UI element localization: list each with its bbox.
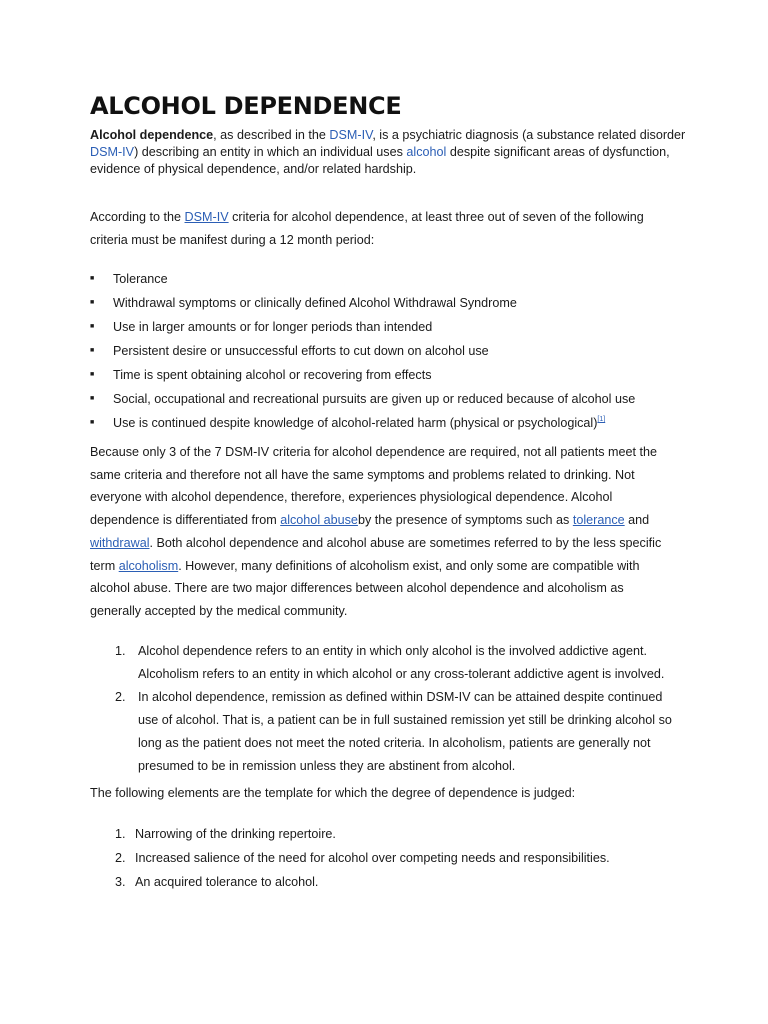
template-list <box>90 822 680 894</box>
bullet-icon: ■ <box>90 395 95 402</box>
list-item <box>90 686 680 778</box>
list-number: 2. <box>115 851 126 865</box>
para2-text-5: . However, many definitions of alcoholism exist, and only some are compatible with alcohol abuse. There are two major differences between alcohol dependence and alcoholism as generally accepted by the medical community. <box>90 558 640 618</box>
link-alcohol-abuse[interactable]: alcohol abuse <box>280 513 358 528</box>
list-item <box>90 387 710 411</box>
list-item <box>90 291 710 315</box>
bullet-icon: ■ <box>90 419 95 426</box>
intro-text-1: , as described in the <box>213 128 330 142</box>
list-item-text: Use in larger amounts or for longer periods than intended <box>113 320 433 334</box>
list-number: 1. <box>115 644 126 658</box>
reference-link-1[interactable]: [1] <box>597 416 606 423</box>
list-item-text: An acquired tolerance to alcohol. <box>135 875 319 889</box>
link-dsm-iv-criteria[interactable]: DSM-IV <box>184 210 229 224</box>
list-item-text: Time is spent obtaining alcohol or recovering from effects <box>113 368 432 382</box>
list-item <box>90 870 680 894</box>
template-intro: The following elements are the template for which the degree of dependence is judged: <box>90 786 576 800</box>
para2-text-4: . Both alcohol dependence and alcohol abuse are sometimes referred to by the less specific term <box>90 535 662 573</box>
list-item-text: Social, occupational and recreational pursuits are given up or reduced because of alcohol use <box>113 392 636 406</box>
intro-text-4: despite significant areas of dysfunction, evidence of physical dependence, and/or related hardship. <box>90 145 670 176</box>
bullet-icon: ■ <box>90 371 95 378</box>
lead-text-1: According to the <box>90 210 185 224</box>
list-item-text: Tolerance <box>113 272 168 286</box>
intro-text-3: ) describing an entity in which an individual uses <box>134 145 407 159</box>
link-alcohol[interactable]: alcohol <box>406 145 447 159</box>
list-item-text: In alcohol dependence, remission as defined within DSM-IV can be attained despite continued use of alcohol. That is, a patient can be in full sustained remission yet still be drinking alcohol so long as the patient does not meet the noted criteria. In alcoholism, patients are generally not presumed to be in remission unless they are abstinent from alcohol. <box>138 690 672 773</box>
link-tolerance[interactable]: tolerance <box>572 513 625 528</box>
differences-list <box>90 640 680 778</box>
para2-text-2: by the presence of symptoms such as <box>357 513 573 528</box>
list-item-text: Increased salience of the need for alcohol over competing needs and responsibilities. <box>135 851 610 865</box>
para2-text-1: Because only 3 of the 7 DSM-IV criteria for alcohol dependence are required, not all patients meet the same criteria and therefore not all have the same symptoms and problems related to drinking. Not everyone with alcohol dependence, therefore, experiences physiological dependence. Alcohol dependence is differentiated from <box>90 445 658 528</box>
list-number: 2. <box>115 690 126 704</box>
list-item <box>90 822 680 846</box>
list-item <box>90 339 710 363</box>
bullet-icon: ■ <box>90 347 95 354</box>
link-dsm-iv-2[interactable]: DSM-IV <box>90 145 135 159</box>
list-item <box>90 846 680 870</box>
lead-text-2: criteria for alcohol dependence, at least three out of seven of the following criteria must be manifest during a 12 month period: <box>90 210 644 247</box>
intro-text-2: , is a psychiatric diagnosis (a substance related disorder <box>372 128 686 142</box>
criteria-lead-paragraph <box>90 206 670 252</box>
list-number: 1. <box>115 827 126 841</box>
list-item-text: Persistent desire or unsuccessful efforts to cut down on alcohol use <box>113 344 489 358</box>
para2-text-3: and <box>624 513 650 528</box>
bullet-icon: ■ <box>90 323 95 330</box>
list-item <box>90 315 710 339</box>
link-dsm-iv[interactable]: DSM-IV <box>329 128 373 142</box>
comparison-paragraph <box>90 441 670 623</box>
bullet-icon: ■ <box>90 275 95 282</box>
intro-bold-term: Alcohol dependence <box>90 128 214 142</box>
bullet-icon: ■ <box>90 299 95 306</box>
page-title: ALCOHOL DEPENDENCE <box>90 92 402 120</box>
list-item-text: Use is continued despite knowledge of alcohol-related harm (physical or psychological) <box>113 416 598 430</box>
list-item-text: Alcohol dependence refers to an entity in which only alcohol is the involved addictive agent. Alcoholism refers to an entity in which alcohol or any cross-tolerant addictive agent is involved. <box>138 644 665 681</box>
list-item-text: Withdrawal symptoms or clinically defined Alcohol Withdrawal Syndrome <box>113 296 517 310</box>
list-item <box>90 363 710 387</box>
intro-paragraph <box>90 127 690 178</box>
list-item <box>90 640 680 686</box>
list-number: 3. <box>115 875 126 889</box>
link-alcoholism[interactable]: alcoholism <box>118 558 179 573</box>
list-item-text: Narrowing of the drinking repertoire. <box>135 827 336 841</box>
criteria-list <box>90 267 710 435</box>
link-withdrawal[interactable]: withdrawal <box>90 535 150 550</box>
list-item <box>90 411 710 435</box>
list-item <box>90 267 710 291</box>
